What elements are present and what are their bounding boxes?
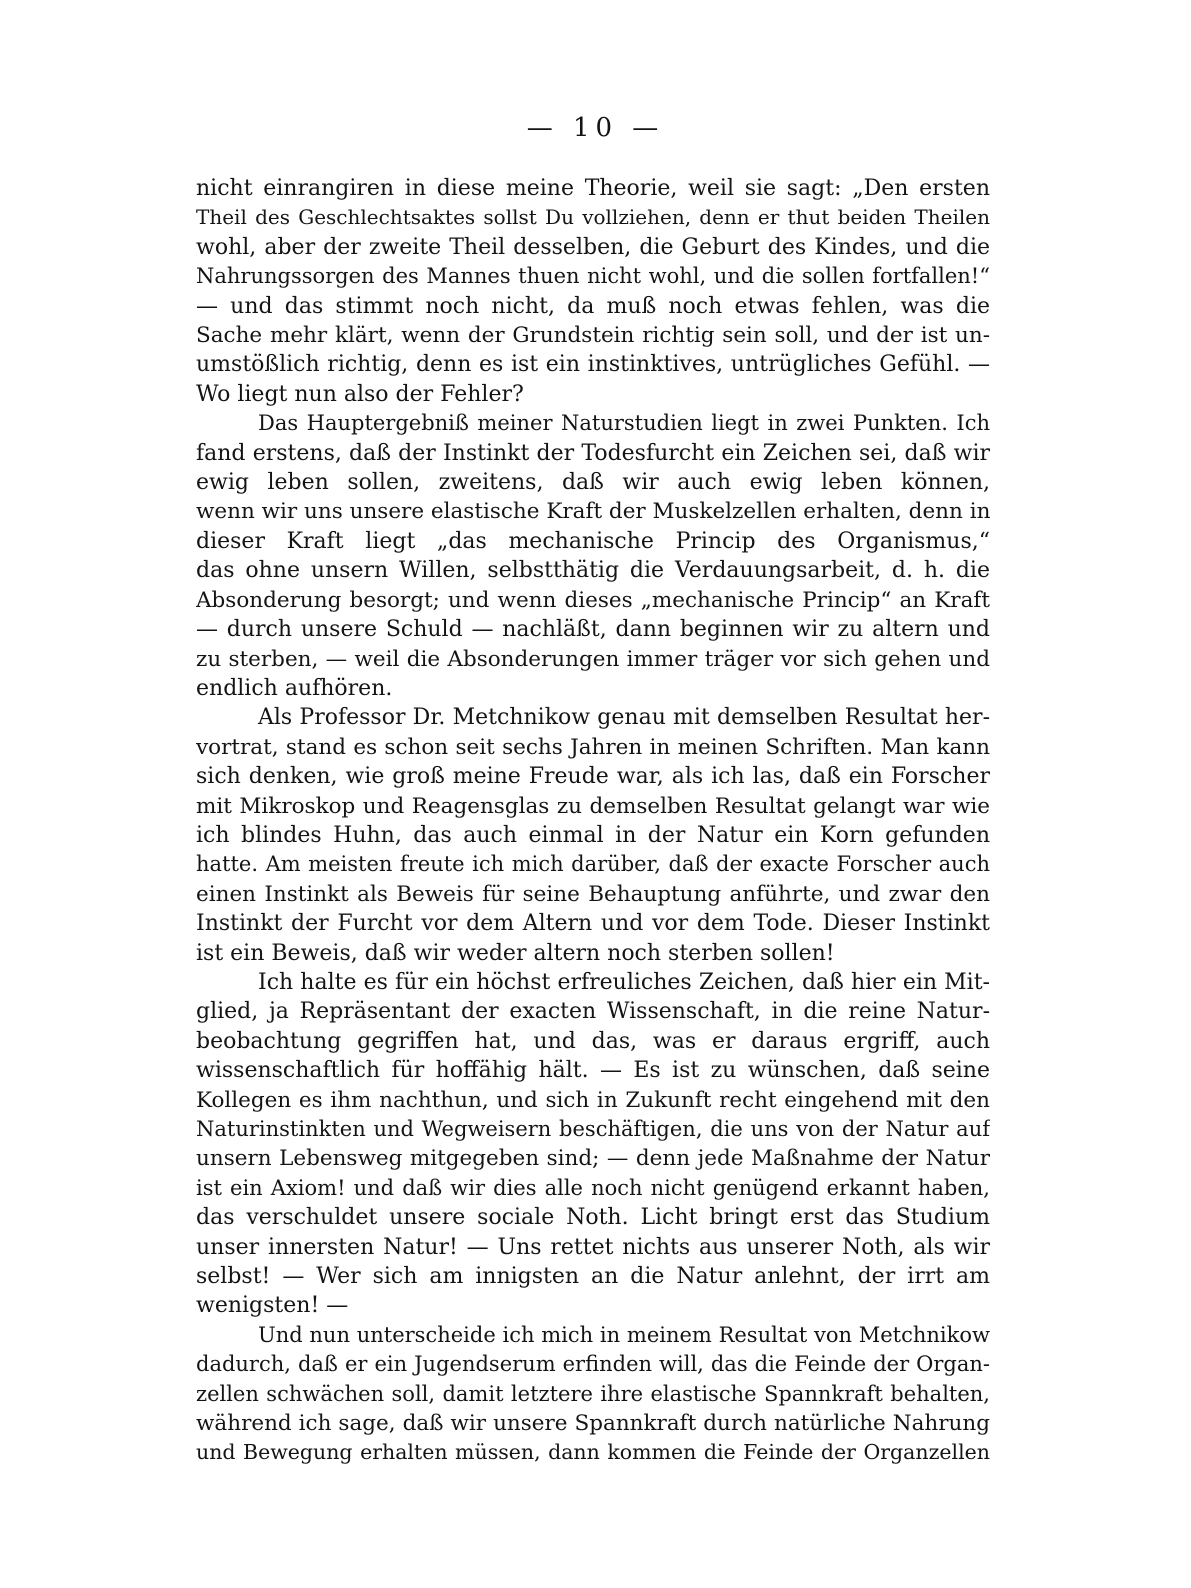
text-line: das ohne unsern Willen, selbstthätig die Verdauungsarbeit, d. h. die bbox=[196, 558, 990, 584]
text-line: nicht einrangiren in diese meine Theorie, weil sie sagt: „Den ersten bbox=[196, 176, 990, 201]
page-number: — 10 — bbox=[526, 113, 665, 143]
text-line: dadurch, daß er ein Jugendserum erfinden will, das die Feinde der Organ- bbox=[196, 1352, 990, 1377]
text-line: dieser Kraft liegt „das mechanische Princip des Organismus,“ bbox=[196, 528, 990, 554]
text-line: Naturinstinkten und Wegweisern beschäftigen, die uns von der Natur auf bbox=[196, 1117, 990, 1141]
text-line: — durch unsere Schuld — nachläßt, dann beginnen wir zu altern und bbox=[196, 617, 990, 643]
text-line: Ich halte es für ein höchst erfreuliches Zeichen, daß hier ein Mit- bbox=[258, 969, 990, 995]
paragraph bbox=[196, 409, 990, 703]
text-line: endlich aufhören. bbox=[196, 675, 393, 701]
text-line: einen Instinkt als Beweis für seine Behauptung anführte, und zwar den bbox=[196, 881, 990, 907]
text-line: Theil des Geschlechtsaktes sollst Du vollziehen, denn er thut beiden Theilen bbox=[196, 205, 990, 230]
text-line: Das Hauptergebniß meiner Naturstudien liegt in zwei Punkten. Ich bbox=[258, 411, 990, 436]
text-line: Kollegen es ihm nachthun, und sich in Zukunft recht eingehend mit den bbox=[196, 1087, 990, 1113]
text-line: zellen schwächen soll, damit letztere ihre elastische Spannkraft behalten, bbox=[196, 1381, 990, 1406]
text-line: selbst! — Wer sich am innigsten an die Natur anlehnt, der irrt am bbox=[196, 1264, 990, 1290]
body-text bbox=[196, 174, 990, 1468]
text-line: zu sterben, — weil die Absonderungen immer träger vor sich gehen und bbox=[196, 646, 990, 672]
text-line: wenigsten! — bbox=[196, 1293, 349, 1319]
text-line: — und das stimmt noch nicht, da muß noch etwas fehlen, was die bbox=[196, 293, 990, 319]
text-line: fand erstens, daß der Instinkt der Todesfurcht ein Zeichen sei, daß wir bbox=[196, 440, 990, 466]
text-line: ist ein Beweis, daß wir weder altern noch sterben sollen! bbox=[196, 940, 835, 966]
text-line: unsern Lebensweg mitgegeben sind; — denn jede Maßnahme der Natur bbox=[196, 1146, 990, 1172]
text-line: während ich sage, daß wir unsere Spannkraft durch natürliche Nahrung bbox=[196, 1411, 990, 1437]
paragraph bbox=[196, 174, 990, 409]
text-line: Instinkt der Furcht vor dem Altern und vor dem Tode. Dieser Instinkt bbox=[196, 911, 990, 937]
text-line: vortrat, stand es schon seit sechs Jahren in meinen Schriften. Man kann bbox=[196, 734, 990, 760]
text-line: mit Mikroskop und Reagensglas zu demselben Resultat gelangt war wie bbox=[196, 793, 990, 819]
text-line: unser innersten Natur! — Uns rettet nichts aus unserer Noth, als wir bbox=[196, 1234, 990, 1260]
text-line: wohl, aber der zweite Theil desselben, die Geburt des Kindes, und die bbox=[196, 234, 990, 260]
paragraph bbox=[196, 968, 990, 1321]
paragraph bbox=[196, 703, 990, 968]
text-line: beobachtung gegriffen hat, und das, was er daraus ergriff, auch bbox=[196, 1028, 990, 1054]
text-line: Wo liegt nun also der Fehler? bbox=[196, 381, 524, 407]
text-line: Sache mehr klärt, wenn der Grundstein richtig sein soll, und der ist un- bbox=[196, 323, 990, 349]
paragraph bbox=[196, 1321, 990, 1468]
text-line: umstößlich richtig, denn es ist ein instinktives, untrügliches Gefühl. — bbox=[196, 352, 990, 378]
text-line: Als Professor Dr. Metchnikow genau mit demselben Resultat her- bbox=[258, 705, 990, 731]
text-line: sich denken, wie groß meine Freude war, als ich las, daß ein Forscher bbox=[196, 764, 990, 790]
text-line: und Bewegung erhalten müssen, dann kommen die Feinde der Organzellen bbox=[196, 1440, 990, 1465]
text-line: wissenschaftlich für hoffähig hält. — Es ist zu wünschen, daß seine bbox=[196, 1058, 990, 1084]
text-line: Nahrungssorgen des Mannes thuen nicht wohl, und die sollen fortfallen!“ bbox=[196, 264, 990, 289]
text-line: ich blindes Huhn, das auch einmal in der Natur ein Korn gefunden bbox=[196, 822, 990, 848]
text-line: glied, ja Repräsentant der exacten Wissenschaft, in die reine Natur- bbox=[196, 999, 990, 1025]
text-line: hatte. Am meisten freute ich mich darüber, daß der exacte Forscher auch bbox=[196, 852, 990, 877]
text-line: wenn wir uns unsere elastische Kraft der Muskelzellen erhalten, denn in bbox=[196, 499, 990, 525]
text-line: Absonderung besorgt; und wenn dieses „mechanische Princip“ an Kraft bbox=[196, 587, 990, 613]
text-line: ist ein Axiom! und daß wir dies alle noch nicht genügend erkannt haben, bbox=[196, 1175, 990, 1200]
text-line: ewig leben sollen, zweitens, daß wir auch ewig leben können, bbox=[196, 470, 990, 496]
text-line: das verschuldet unsere sociale Noth. Licht bringt erst das Studium bbox=[196, 1205, 990, 1231]
text-line: Und nun unterscheide ich mich in meinem Resultat von Metchnikow bbox=[258, 1322, 990, 1347]
